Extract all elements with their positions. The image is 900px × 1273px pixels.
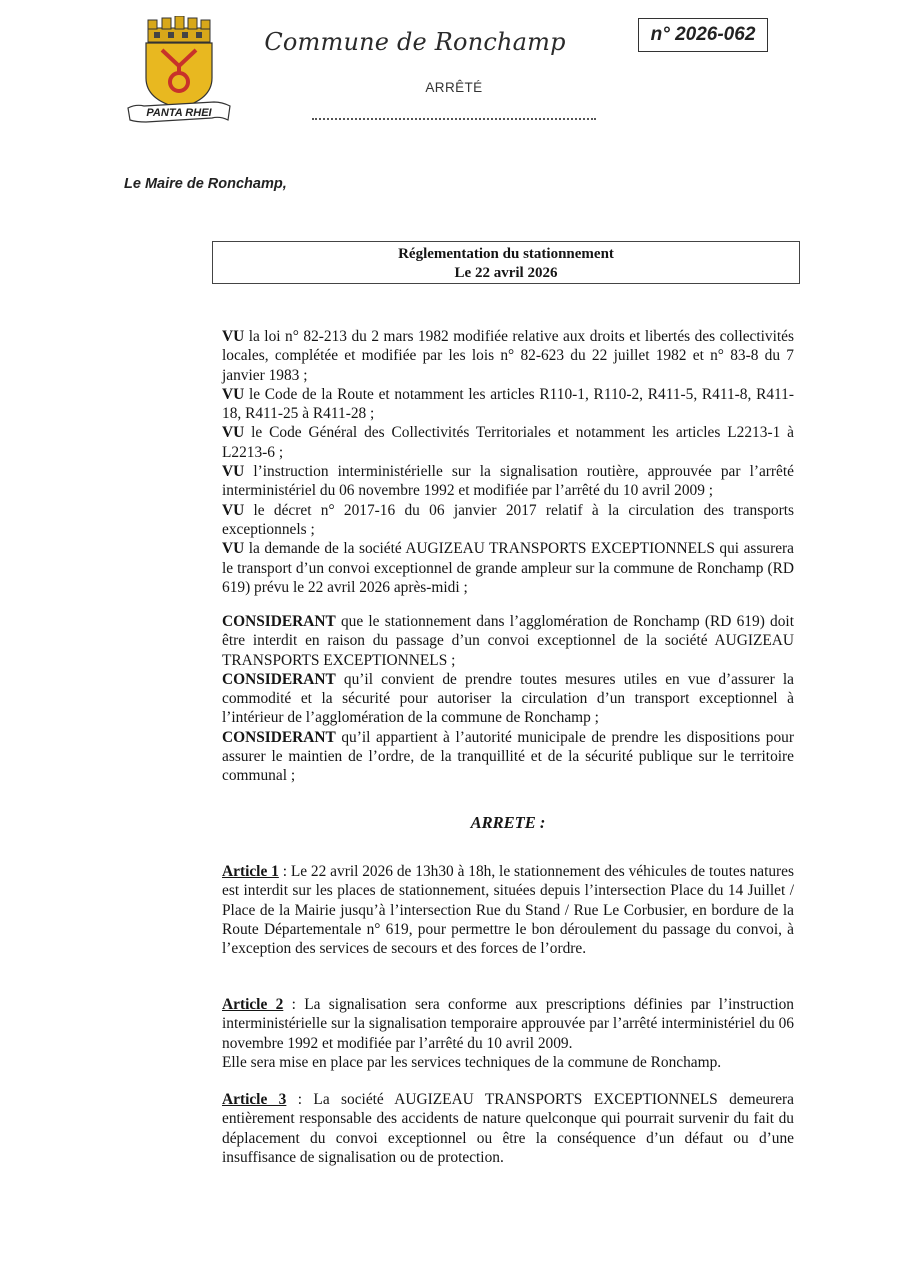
considerant-item: CONSIDERANT que le stationnement dans l’agglomération de Ronchamp (RD 619) doit être interdit en raison du passage d’un convoi exceptionnel de la société AUGIZEAU TRANSPORTS EXCEPTIONNELS ;: [222, 613, 794, 669]
visa-item: VU le Code Général des Collectivités Territoriales et notamment les articles L2213-1 à L2213-6 ;: [222, 424, 794, 461]
visa-item: VU le Code de la Route et notamment les articles R110-1, R110-2, R411-5, R411-8, R411-18, R411-25 à R411-28 ;: [222, 385, 794, 423]
article-1: [222, 862, 794, 958]
visa-item: VU le décret n° 2017-16 du 06 janvier 2017 relatif à la circulation des transports exceptionnels ;: [222, 501, 794, 538]
considerant-item: CONSIDERANT qu’il convient de prendre toutes mesures utiles en vue d’assurer la commodité et la sécurité pour autoriser la circulation d’un transport exceptionnel à l’intérieur de l’agglomération de la commune de Ronchamp ;: [222, 670, 794, 727]
article-label: Article 1: [222, 863, 279, 880]
subject-title: Réglementation du stationnement: [398, 246, 614, 262]
visas-section: [222, 327, 794, 597]
crown-icon: [148, 16, 210, 42]
commune-title: Commune de Ronchamp: [264, 28, 566, 56]
article-text-continued: Elle sera mise en place par les services techniques de la commune de Ronchamp.: [222, 1053, 722, 1071]
article-2: [222, 995, 794, 1072]
subject-box: [212, 241, 800, 284]
article-label: Article 2: [222, 996, 284, 1013]
visa-item: VU l’instruction interministérielle sur la signalisation routière, approuvée par l’arrêté interministériel du 06 novembre 1992 et modifiée par l’arrêté du 10 avril 2009 ;: [222, 463, 794, 500]
subject-date: Le 22 avril 2026: [454, 265, 558, 281]
crest-motto: PANTA RHEI: [146, 107, 212, 119]
dotted-divider: [312, 118, 596, 120]
shield-icon: [146, 43, 212, 108]
document-type: ARRÊTÉ: [425, 80, 483, 95]
commune-crest-logo: [124, 16, 234, 126]
article-text: : La société AUGIZEAU TRANSPORTS EXCEPTIONNELS demeurera entièrement responsable des accidents de nature quelconque qui pourrait survenir du fait du déplacement du convoi exceptionnel ou être la conséquence d’un défaut ou d’une insuffisance de signalisation ou de protection.: [222, 1091, 795, 1166]
arrete-heading: ARRETE :: [470, 813, 546, 832]
considerant-item: CONSIDERANT qu’il appartient à l’autorité municipale de prendre les dispositions pour assurer le maintien de l’ordre, de la tranquillité et de la sécurité publique sur le territoire communal ;: [222, 728, 794, 785]
visa-item: VU la demande de la société AUGIZEAU TRANSPORTS EXCEPTIONNELS qui assurera le transport d’un convoi exceptionnel de grande ampleur sur la commune de Ronchamp (RD 619) prévu le 22 avril 2026 après-midi ;: [222, 540, 794, 596]
article-text: : Le 22 avril 2026 de 13h30 à 18h, le stationnement des véhicules de toutes natures est interdit sur les places de stationnement, situées depuis l’intersection Place du 14 Juillet / Place de la Mairie jusqu’à l’intersection Rue du Stand / Rue Le Corbusier, en bordure de la Route Départementale n° 619, pour permettre le bon déroulement du passage du convoi, à l’exception des services de secours et des forces de l’ordre.: [222, 863, 795, 958]
article-text: : La signalisation sera conforme aux prescriptions définies par l’instruction interministérielle sur la signalisation temporaire approuvée par l’arrêté interministériel du 06 novembre 1992 et modifiée par l’arrêté du 10 avril 2009.: [222, 996, 794, 1052]
article-3: [222, 1090, 794, 1167]
considerants-section: [222, 612, 794, 786]
article-label: Article 3: [222, 1091, 287, 1108]
visa-item: VU la loi n° 82-213 du 2 mars 1982 modifiée relative aux droits et libertés des collectivités locales, complétée et modifiée par les lois n° 82-623 du 22 juillet 1982 et n° 83-8 du 7 janvier 1983 ;: [222, 328, 794, 384]
arrete-number-badge: n° 2026-062: [638, 18, 768, 52]
mayor-line: Le Maire de Ronchamp,: [124, 176, 287, 192]
